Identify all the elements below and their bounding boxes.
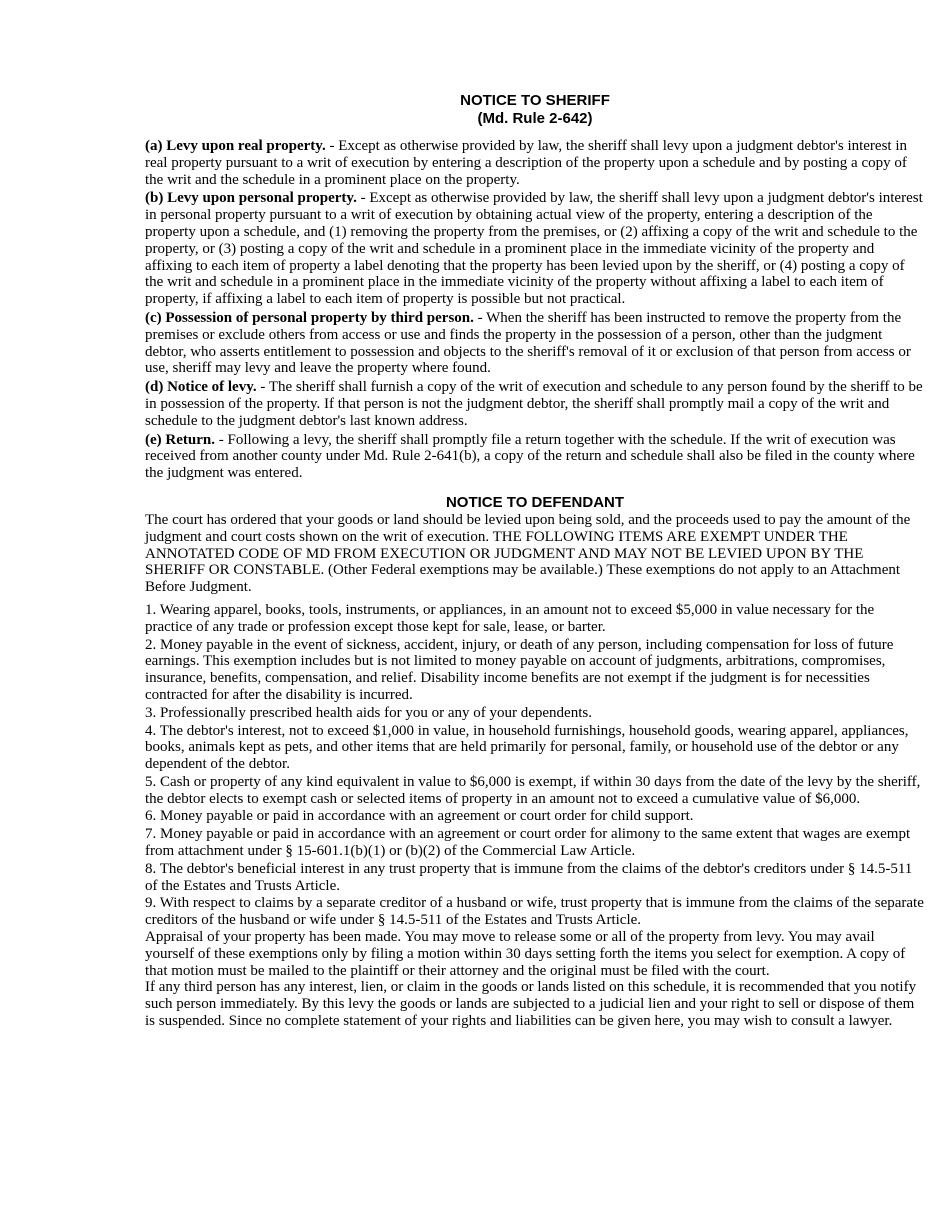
exemption-item: 8. The debtor's beneficial interest in any trust property that is immune from the claims of the debtor's creditors under § 14.5-511 of the Estates and Trusts Article. — [145, 860, 913, 894]
section-levy-real-property — [145, 138, 925, 188]
defendant-intro: The court has ordered that your goods or land should be levied upon being sold, and the proceeds used to pay the amount of the judgment and court costs shown on the writ of execution. THE FOLLOWING ITEMS ARE EXEMPT UNDER THE ANNOTATED CODE OF MD FROM EXECUTION OR JUDGMENT AND MAY NOT BE LEVIED UPON BY THE SHERIFF OR CONSTABLE. (Other Federal exemptions may be available.) These exemptions do not apply to an Attachment Before Judgment. — [145, 511, 911, 596]
section-text: - When the sheriff has been instructed to remove the property from the premises or exclude others from access or use and finds the property in the possession of a person, other than the judgment debtor, who asserts entitlement to possession and objects to the sheriff's removal of it or exclusion of that person from access or use, sheriff may levy and leave the property where found. — [145, 309, 911, 377]
title-text: NOTICE TO SHERIFF — [460, 92, 610, 109]
appraisal-paragraph: Appraisal of your property has been made. You may move to release some or all of the property from levy. You may avail yourself of these exemptions only by filing a motion within 30 days setting forth the items you select for exemption. A copy of that motion must be mailed to the plaintiff or their attorney and the original must be filed with the court. — [145, 929, 906, 979]
exemption-item: 6. Money payable or paid in accordance with an agreement or court order for child support. — [145, 808, 694, 825]
section-text: - The sheriff shall furnish a copy of the writ of execution and schedule to any person found by the sheriff to be in possession of the property. If that person is not the judgment debtor, the sheriff shall promptly mail a copy of the writ and schedule to the judgment debtor's last known address. — [145, 379, 923, 429]
section-text: - Following a levy, the sheriff shall promptly file a return together with the schedule. If the writ of execution was received from another county under Md. Rule 2-641(b), a copy of the return and schedule shall also be filed in the county where the judgment was entered. — [145, 431, 915, 482]
sheriff-notice-title — [145, 92, 925, 128]
exemption-item: 4. The debtor's interest, not to exceed $1,000 in value, in household furnishings, household goods, wearing apparel, appliances, books, animals kept as pets, and other items that are held primarily for personal, family, or household use of the debtor or any dependent of the debtor. — [145, 722, 909, 773]
section-levy-personal-property — [145, 190, 925, 308]
exemption-item: 1. Wearing apparel, books, tools, instruments, or appliances, in an amount not to exceed $5,000 in value necessary for the practice of any trade or profession except those kept for sale, lease, or barter. — [145, 601, 875, 635]
section-heading: (e) Return. — [145, 431, 215, 448]
exemption-item: 9. With respect to claims by a separate creditor of a husband or wife, trust property that is immune from the claims of the separate creditors of the husband or wife under § 14.5-511 of the Estates and Trusts Article. — [145, 895, 924, 929]
section-return — [145, 432, 925, 482]
exemption-item: 2. Money payable in the event of sickness, accident, injury, or death of any person, including compensation for loss of future earnings. This exemption includes but is not limited to money payable on account of judgments, arbitrations, compromises, insurance, benefits, compensation, and relief. Disability income benefits are not exempt if the judgment is for necessities contracted for after the disability is incurred. — [145, 636, 894, 703]
section-text: - Except as otherwise provided by law, the sheriff shall levy upon a judgment debtor's interest in real property pursuant to a writ of execution by entering a description of the property upon a schedule and by posting a copy of the writ and the schedule in a prominent place on the property. — [145, 138, 908, 188]
third-party-paragraph: If any third person has any interest, lien, or claim in the goods or lands listed on this schedule, it is recommended that you notify such person immediately. By this levy the goods or lands are subjected to a judicial lien and your right to sell or dispose of them is suspended. Since no complete statement of your rights and liabilities can be given here, you may wish to consult a lawyer. — [145, 979, 917, 1030]
section-third-person-possession — [145, 310, 925, 377]
exemption-item: 3. Professionally prescribed health aids for you or any of your dependents. — [145, 704, 592, 721]
section-heading: (b) Levy upon personal property. — [145, 190, 357, 207]
rule-subtitle: (Md. Rule 2-642) — [477, 110, 593, 127]
section-heading: (c) Possession of personal property by third person. — [145, 309, 474, 326]
section-heading: (a) Levy upon real property. — [145, 138, 326, 154]
exemption-item: 5. Cash or property of any kind equivalent in value to $6,000 is exempt, if within 30 days from the date of the levy by the sheriff, the debtor elects to exempt cash or selected items of property in an amount not to exceed a cumulative value of $6,000. — [145, 773, 921, 807]
defendant-notice-title: NOTICE TO DEFENDANT — [445, 493, 625, 511]
document-page — [145, 92, 925, 1030]
exemption-item: 7. Money payable or paid in accordance with an agreement or court order for alimony to the same extent that wages are exempt from attachment under § 15-601.1(b)(1) or (b)(2) of the Commercial Law Article. — [145, 826, 911, 860]
section-notice-of-levy — [145, 379, 925, 429]
section-text: - Except as otherwise provided by law, the sheriff shall levy upon a judgment debtor's interest in personal property pursuant to a writ of execution by obtaining actual view of the property, entering a description of the property upon a schedule, and (1) removing the property from the premises, or (2) affixing a copy of the writ and schedule to the property, or (3) posting a copy of the writ and schedule in a prominent place in the immediate vicinity of the property and affixing to each item of property a label denoting that the property has been levied upon by the sheriff, or (4) posting a copy of the writ and schedule in a prominent place in the immediate vicinity of the property without affixing a label to each item of property, if affixing a label to each item of property is possible but not practical. — [145, 190, 923, 308]
section-heading: (d) Notice of levy. — [145, 379, 257, 396]
